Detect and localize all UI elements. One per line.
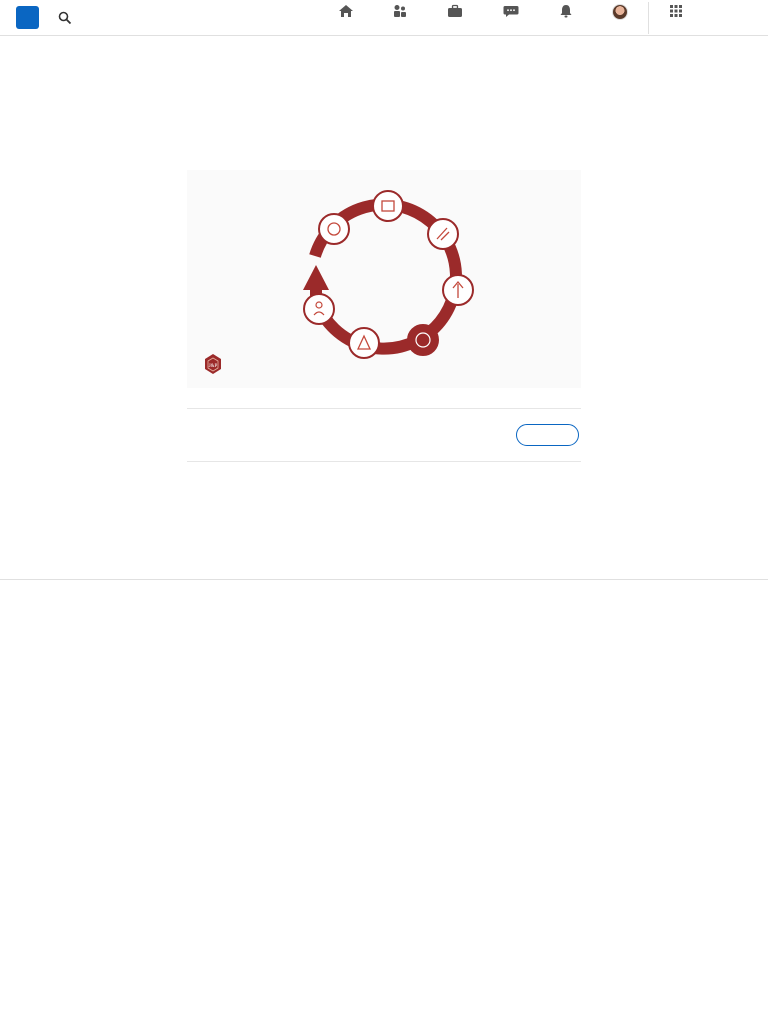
follow-button[interactable] [516,424,579,446]
messaging-icon [503,4,519,18]
svg-text:J&P: J&P [208,364,218,369]
step-node-3 [428,219,458,249]
step-node-7 [304,294,334,324]
data-science-cycle-diagram [187,170,581,388]
step-node-1 [319,214,349,244]
nav-network[interactable] [370,4,430,20]
cycle-arrow-icon [303,265,329,290]
sticky-nav [0,544,768,580]
grid-icon [669,4,683,18]
nav-home[interactable] [316,4,376,20]
nav-me[interactable] [590,4,650,22]
step-node-5 [408,325,438,355]
nav-messaging[interactable] [481,4,541,20]
network-icon [392,4,408,18]
search-icon[interactable] [58,11,72,25]
linkedin-logo-icon[interactable] [16,6,39,29]
author-card [187,408,581,462]
home-icon [338,4,354,18]
step-node-6 [349,328,379,358]
bell-icon [558,4,574,18]
step-node-4 [443,275,473,305]
top-nav [0,0,768,36]
nav-products[interactable] [646,4,706,20]
company-logo-icon [205,354,221,374]
avatar [612,4,628,20]
briefcase-icon [447,4,463,18]
nav-notifications[interactable] [536,4,596,20]
step-node-2 [373,191,403,221]
nav-jobs[interactable] [425,4,485,20]
article-hero-image [187,170,581,388]
